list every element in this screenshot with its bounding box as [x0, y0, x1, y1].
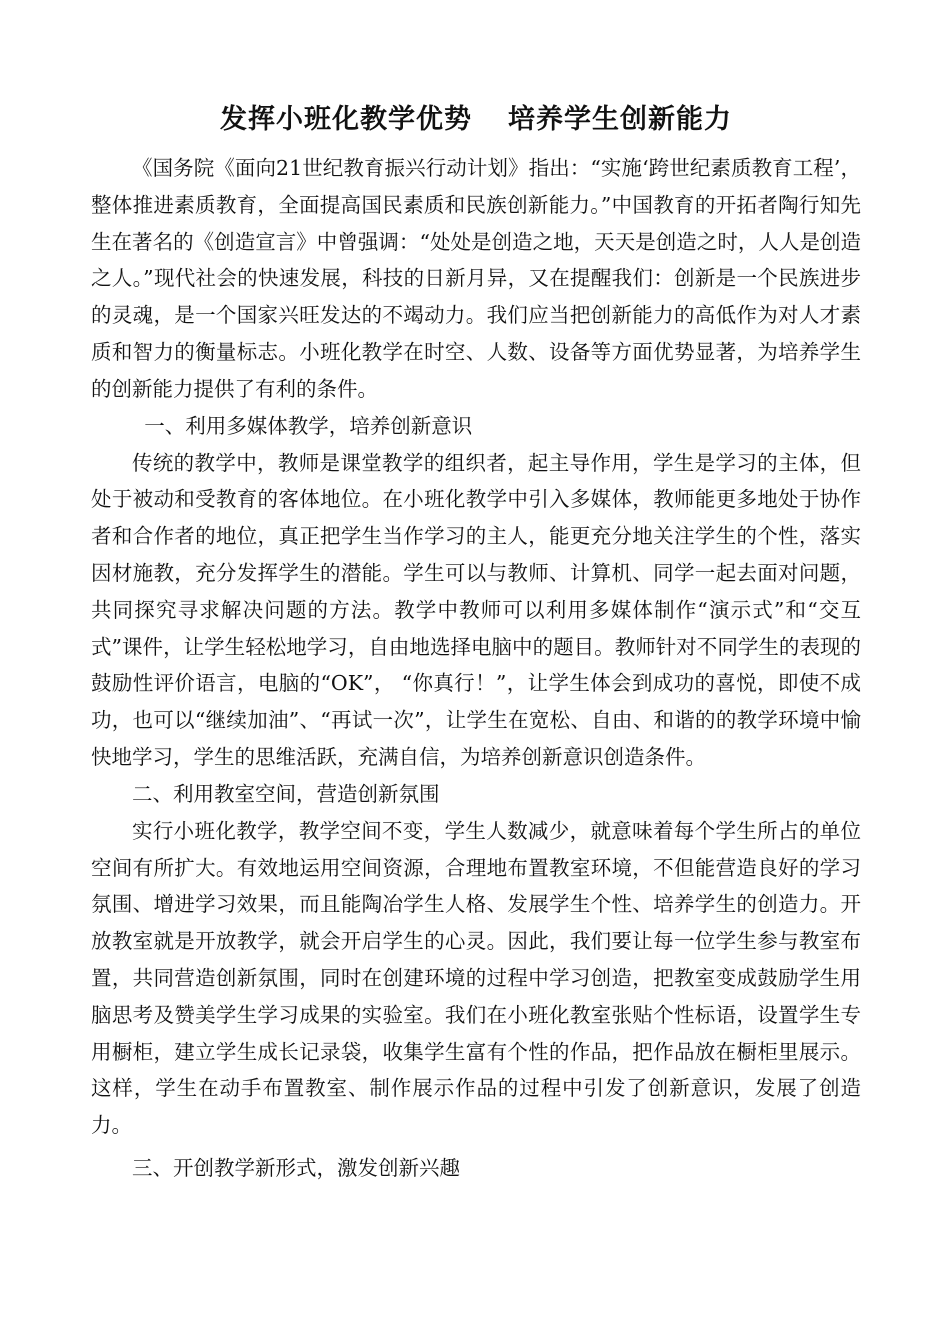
section-1-heading: 一、利用多媒体教学，培养创新意识 — [144, 413, 473, 438]
page-title — [91, 100, 861, 140]
section-2-heading: 二、利用教室空间，营造创新氛围 — [132, 781, 440, 806]
section-2-paragraph: 实行小班化教学，教学空间不变，学生人数减少，就意味着每个学生所占的单位空间有所扩大。有效地运用空间资源，合理地布置教室环境，不但能营造良好的学习氛围、增进学习效果，而且能陶冶学生人格、发展学生个性、培养学生的创造力。开放教室就是开放教学，就会开启学生的心灵。因此，我们要让每一位学生参与教室布置，共同营造创新氛围，同时在创建环境的过程中学习创造，把教室变成鼓励学生用脑思考及赞美学生学习成果的实验室。我们在小班化教室张贴个性标语，设置学生专用橱柜，建立学生成长记录袋，收集学生富有个性的作品，把作品放在橱柜里展示。这样，学生在动手布置教室、制作展示作品的过程中引发了创新意识，发展了创造力。 — [91, 818, 861, 1138]
section-3-heading: 三、开创教学新形式，激发创新兴趣 — [132, 1155, 460, 1180]
title-part-2: 培养学生创新能力 — [508, 104, 732, 135]
intro-paragraph: 《国务院《面向21世纪教育振兴行动计划》指出：“实施‘跨世纪素质教育工程’，整体推进素质教育，全面提高国民素质和民族创新能力。”中国教育的开拓者陶行知先生在著名的《创造宣言》中曾强调：“处处是创造之地，天天是创造之时，人人是创造之人。”现代社会的快速发展，科技的日新月异，又在提醒我们：创新是一个民族进步的灵魂，是一个国家兴旺发达的不竭动力。我们应当把创新能力的高低作为对人才素质和智力的衡量标志。小班化教学在时空、人数、设备等方面优势显著，为培养学生的创新能力提供了有利的条件。 — [91, 156, 861, 401]
section-1-paragraph: 传统的教学中，教师是课堂教学的组织者，起主导作用，学生是学习的主体，但处于被动和受教育的客体地位。在小班化教学中引入多媒体，教师能更多地处于协作者和合作者的地位，真正把学生当作学习的主人，能更充分地关注学生的个性，落实因材施教，充分发挥学生的潜能。学生可以与教师、计算机、同学一起去面对问题，共同探究寻求解决问题的方法。教学中教师可以利用多媒体制作“演示式”和“交互式”课件，让学生轻松地学习，自由地选择电脑中的题目。教师针对不同学生的表现的鼓励性评价语言，电脑的“OK”， “你真行！”，让学生体会到成功的喜悦，即使不成功，也可以“继续加油”、“再试一次”，让学生在宽松、自由、和谐的的教学环境中愉快地学习，学生的思维活跃，充满自信，为培养创新意识创造条件。 — [91, 450, 861, 769]
document-page — [91, 100, 861, 1187]
title-part-1: 发挥小班化教学优势 — [220, 104, 472, 135]
